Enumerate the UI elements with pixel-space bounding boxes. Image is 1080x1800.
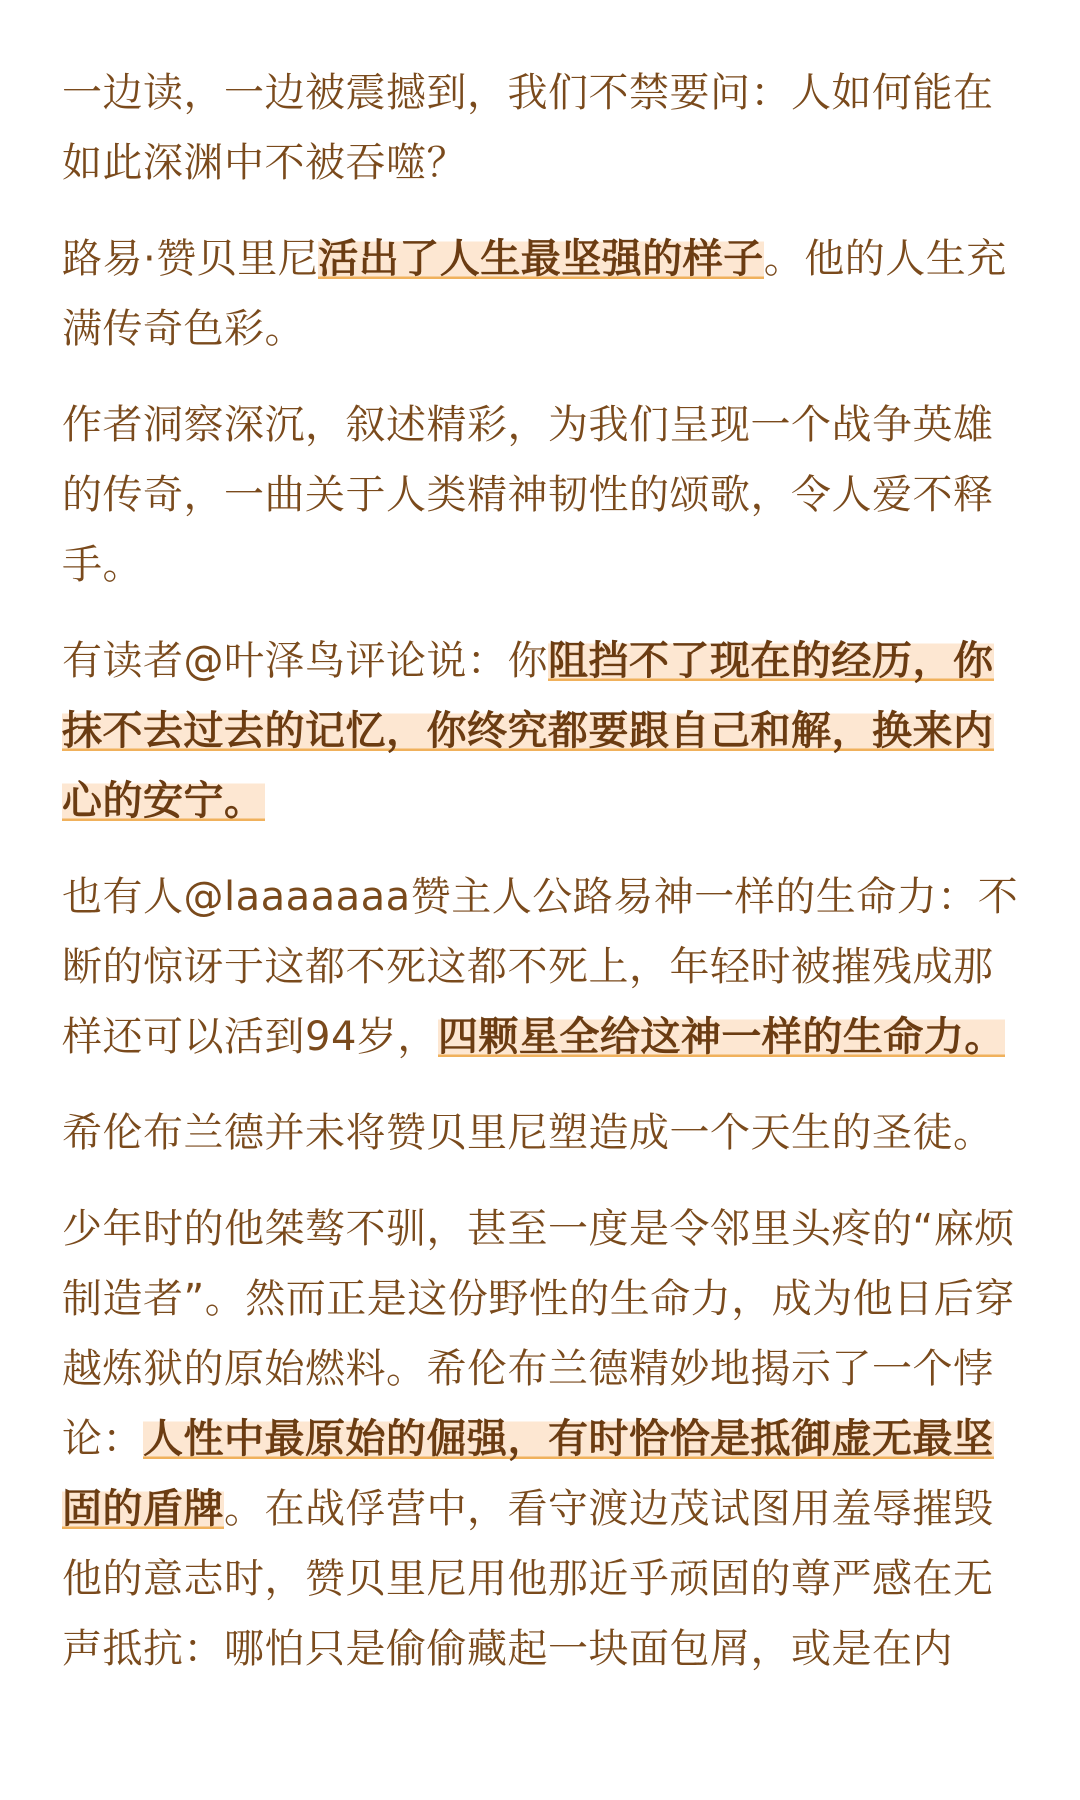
highlighted-text: 活出了人生最坚强的样子 xyxy=(318,236,764,282)
paragraph-text: 作者洞察深沉，叙述精彩，为我们呈现一个战争英雄的传奇，一曲关于人类精神韧性的颂歌，令人爱不释手。 xyxy=(62,402,994,588)
paragraph-4 xyxy=(62,626,1022,836)
paragraph-text: 一边读，一边被震撼到，我们不禁要问：人如何能在如此深渊中不被吞噬？ xyxy=(62,70,994,186)
highlighted-text: 阻挡不了现在的经历，你抹不去过去的记忆，你终究都要跟自己和解，换来内心的安宁。 xyxy=(62,638,994,824)
paragraph-text: 。在战俘营中，看守渡边茂试图用羞辱摧毁他的意志时，赞贝里尼用他那近乎顽固的尊严感在无声抵抗：哪怕只是偷偷藏起一块面包屑，或是在内 xyxy=(62,1486,994,1672)
paragraph-text: 少年时的他桀骜不驯，甚至一度是令邻里头疼的“麻烦制造者”。然而正是这份野性的生命力，成为他日后穿越炼狱的原始燃料。希伦布兰德精妙地揭示了一个悖论： xyxy=(62,1206,1015,1462)
paragraph-text: 。他的人生充满传奇色彩。 xyxy=(62,236,1007,352)
highlighted-text: 四颗星全给这神一样的生命力。 xyxy=(437,1014,1005,1060)
paragraph-7 xyxy=(62,1194,1022,1684)
paragraph-text: 希伦布兰德并未将赞贝里尼塑造成一个天生的圣徒。 xyxy=(62,1110,994,1156)
paragraph-3 xyxy=(62,390,1022,600)
paragraph-1 xyxy=(62,58,1022,198)
paragraph-text: 路易·赞贝里尼 xyxy=(62,236,319,282)
highlighted-text: 人性中最原始的倔强，有时恰恰是抵御虚无最坚固的盾牌 xyxy=(62,1416,994,1532)
paragraph-5 xyxy=(62,862,1022,1072)
paragraph-text: 有读者@叶泽鸟评论说：你 xyxy=(62,638,548,684)
paragraph-text: 也有人@laaaaaaa赞主人公路易神一样的生命力：不断的惊讶于这都不死这都不死上，年轻时被摧残成那样还可以活到94岁， xyxy=(62,874,1019,1060)
article-body xyxy=(62,58,1022,1710)
paragraph-2 xyxy=(62,224,1022,364)
paragraph-6 xyxy=(62,1098,1022,1168)
